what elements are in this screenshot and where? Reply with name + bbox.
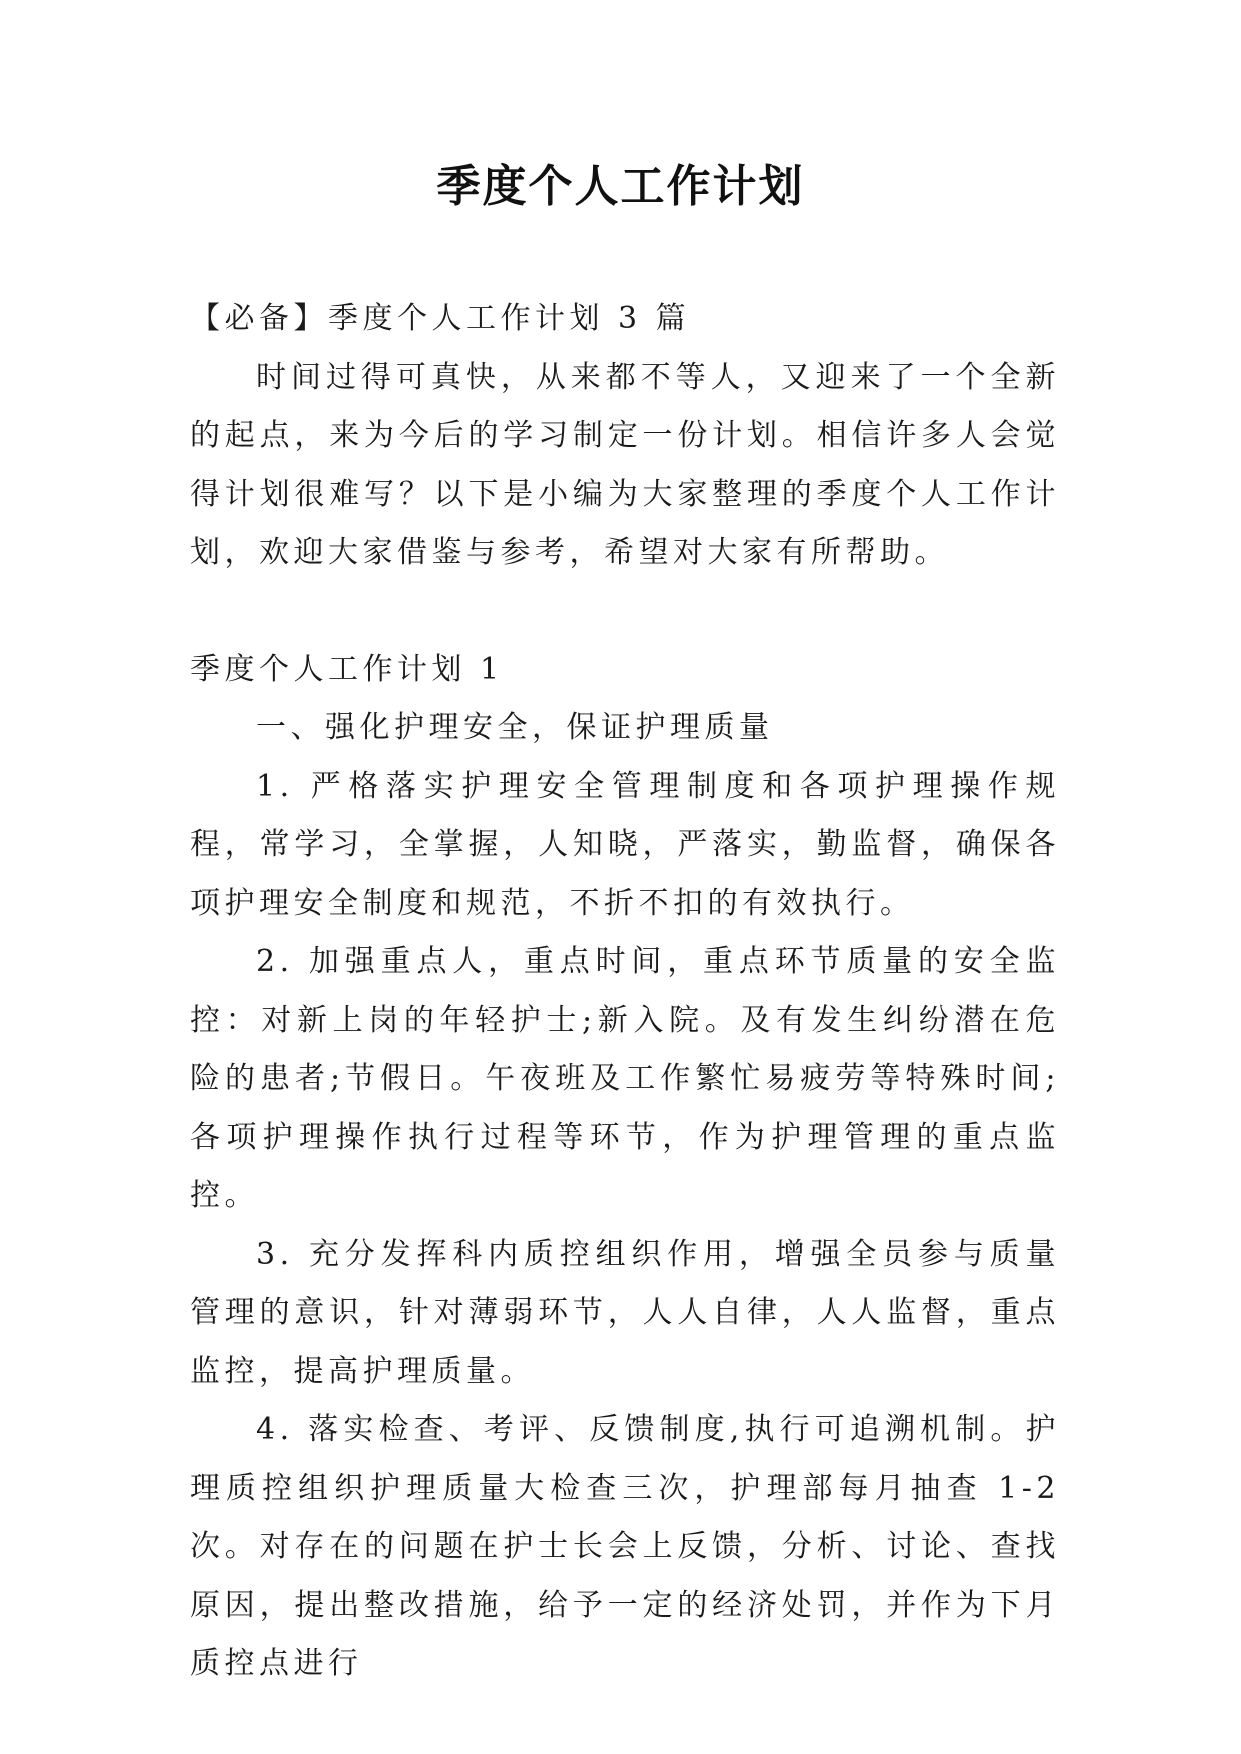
section-title: 季度个人工作计划 1: [190, 651, 504, 687]
list-item-1: 1. 严格落实护理安全管理制度和各项护理操作规程，常学习，全掌握，人知晓，严落实，勤监督，确保各项护理安全制度和规范，不折不扣的有效执行。: [190, 768, 1060, 921]
subheading: 一、强化护理安全，保证护理质量: [256, 710, 774, 745]
intro-paragraph: 时间过得可真快，从来都不等人，又迎来了一个全新的起点，来为今后的学习制定一份计划。相信许多人会觉得计划很难写？以下是小编为大家整理的季度个人工作计划，欢迎大家借鉴与参考，希望对大家有所帮助。: [190, 359, 1060, 570]
document-title: 季度个人工作计划: [436, 161, 805, 212]
list-item-2: 2. 加强重点人，重点时间，重点环节质量的安全监控：对新上岗的年轻护士;新入院。及有发生纠纷潜在危险的患者;节假日。午夜班及工作繁忙易疲劳等特殊时间;各项护理操作执行过程等环节，作为护理管理的重点监控。: [190, 944, 1060, 1213]
document-body: [190, 290, 1060, 1694]
list-item-3: 3. 充分发挥科内质控组织作用，增强全员参与质量管理的意识，针对薄弱环节，人人自律，人人监督，重点监控，提高护理质量。: [190, 1236, 1060, 1389]
paragraph-gap: [190, 583, 1060, 641]
heading-line: 【必备】季度个人工作计划 3 篇: [190, 301, 691, 336]
list-item-4: 4. 落实检查、考评、反馈制度,执行可追溯机制。护理质控组织护理质量大检查三次，护理部每月抽查 1-2 次。对存在的问题在护士长会上反馈，分析、讨论、查找原因，提出整改措施，给予一定的经济处罚，并作为下月质控点进行: [190, 1412, 1060, 1681]
